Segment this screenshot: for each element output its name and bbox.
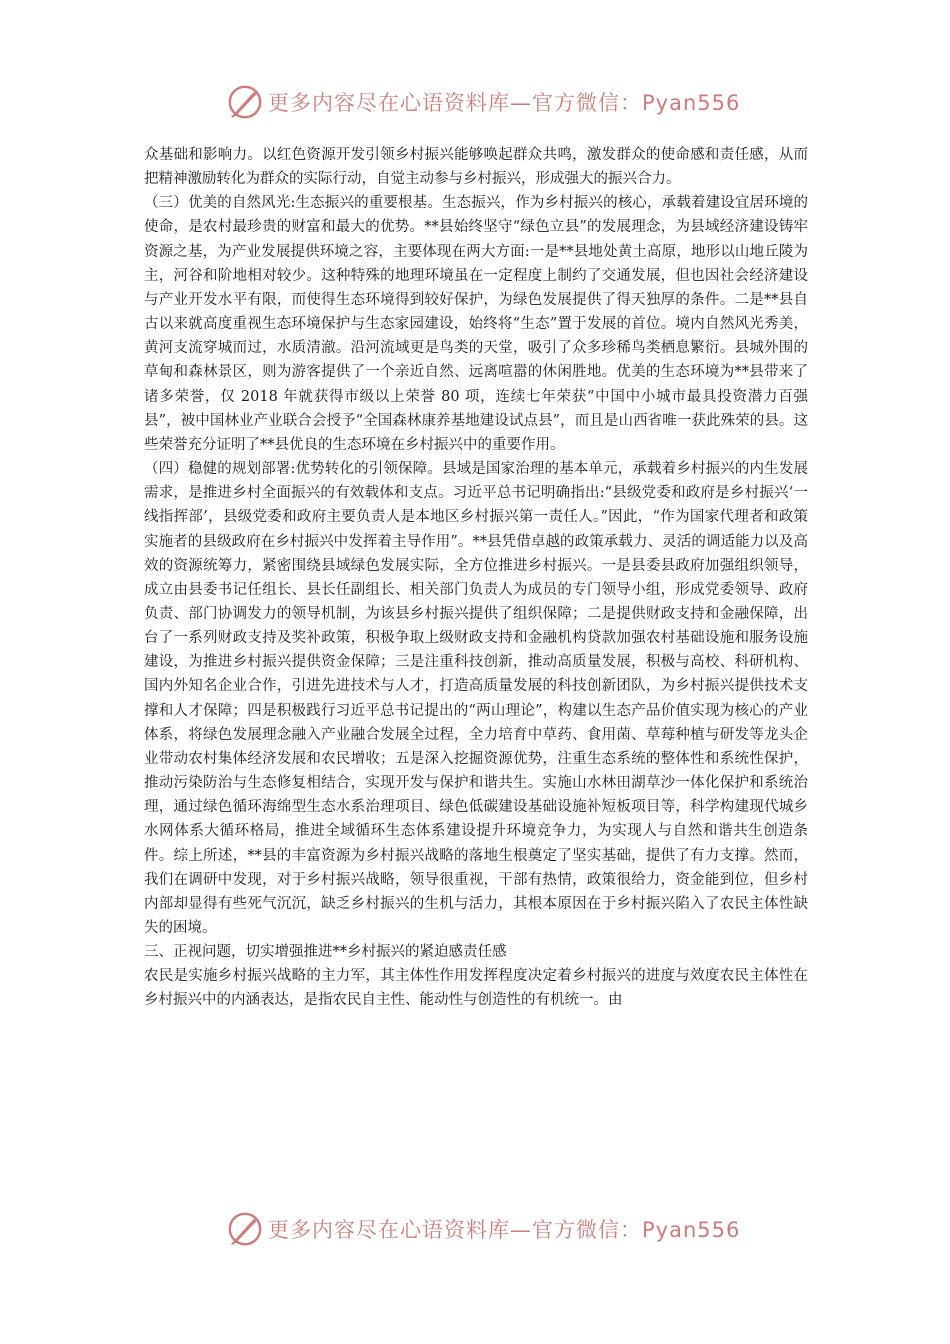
pen-logo-icon bbox=[226, 1210, 264, 1248]
footer-watermark-text: 更多内容尽在心语资料库—官方微信：Pyan556 bbox=[268, 1218, 741, 1242]
header-watermark-text: 更多内容尽在心语资料库—官方微信：Pyan556 bbox=[268, 91, 741, 115]
paragraph-farmers: 农民是实施乡村振兴战略的主力军，其主体性作用发挥程度决定着乡村振兴的进度与效度农民主体性在乡村振兴中的内涵表达，是指农民自主性、能动性与创造性的有机统一。由 bbox=[144, 968, 808, 1009]
header-watermark-banner bbox=[226, 82, 746, 122]
section-heading: 三、正视问题，切实增强推进**乡村振兴的紧迫感责任感 bbox=[144, 944, 507, 961]
document-body bbox=[144, 143, 808, 1013]
paragraph-continuation: 众基础和影响力。以红色资源开发引领乡村振兴能够唤起群众共鸣，激发群众的使命感和责任感，从而把精神激励转化为群众的实际行动，自觉主动参与乡村振兴，形成强大的振兴合力。 bbox=[144, 147, 808, 188]
pen-logo-icon bbox=[226, 83, 264, 121]
footer-watermark-banner bbox=[226, 1209, 746, 1249]
paragraph-planning: （四）稳健的规划部署:优势转化的引领保障。县域是国家治理的基本单元，承载着乡村振兴的内生发展需求，是推进乡村全面振兴的有效载体和支点。习近平总书记明确指出:“县级党委和政府是乡村振兴‘一线指挥部’，县级党委和政府主要负责人是本地区乡村振兴第一责任人。”因此，“作为国家代理者和政策实施者的县级政府在乡村振兴中发挥着主导作用”。**县凭借卓越的政策承载力、灵活的调适能力以及高效的资源统筹力，紧密围绕县域绿色发展实际，全方位推进乡村振兴。一是县委县政府加强组织领导，成立由县委书记任组长、县长任副组长、相关部门负责人为成员的专门领导小组，形成党委领导、政府负责、部门协调发力的领导机制，为该县乡村振兴提供了组织保障；二是提供财政支持和金融保障，出台了一系列财政支持及奖补政策，积极争取上级财政支持和金融机构贷款加强农村基础设施和服务设施建设，为推进乡村振兴提供资金保障；三是注重科技创新，推动高质量发展，积极与高校、科研机构、国内外知名企业合作，引进先进技术与人才，打造高质量发展的科技创新团队，为乡村振兴提供技术支撑和人才保障；四是积极践行习近平总书记提出的“两山理论”，构建以生态产品价值实现为核心的产业体系，将绿色发展理念融入产业融合发展全过程，全力培育中草药、食用菌、草莓种植与研发等龙头企业带动农村集体经济发展和农民增收；五是深入挖掘资源优势，注重生态系统的整体性和系统性保护，推动污染防治与生态修复相结合，实现开发与保护和谐共生。实施山水林田湖草沙一体化保护和系统治理，通过绿色循环海绵型生态水系治理项目、绿色低碳建设基础设施补短板项目等，科学构建现代城乡水网体系大循环格局，推进全域循环生态体系建设提升环境竞争力，为实现人与自然和谐共生创造条件。综上所述，**县的丰富资源为乡村振兴战略的落地生根奠定了坚实基础，提供了有力支撑。然而，我们在调研中发现，对于乡村振兴战略，领导很重视，干部有热情，政策很给力，资金能到位，但乡村内部却显得有些死气沉沉，缺乏乡村振兴的生机与活力，其根本原因在于乡村振兴陷入了农民主体性缺失的困境。 bbox=[144, 461, 808, 936]
paragraph-ecology: （三）优美的自然风光:生态振兴的重要根基。生态振兴，作为乡村振兴的核心，承载着建设宜居环境的使命，是农村最珍贵的财富和最大的优势。**县始终坚守“绿色立县”的发展理念，为县域经济建设铸牢资源之基，为产业发展提供环境之容，主要体现在两大方面:一是**县地处黄土高原，地形以山地丘陵为主，河谷和阶地相对较少。这种特殊的地理环境虽在一定程度上制约了交通发展，但也因社会经济建设与产业开发水平有限，而使得生态环境得到较好保护，为绿色发展提供了得天独厚的条件。二是**县自古以来就高度重视生态环境保护与生态家园建设，始终将“生态”置于发展的首位。境内自然风光秀美，黄河支流穿城而过，水质清澈。沿河流域更是鸟类的天堂，吸引了众多珍稀鸟类栖息繁衍。县城外围的草甸和森林景区，则为游客提供了一个亲近自然、远离喧嚣的休闲胜地。优美的生态环境为**县带来了诸多荣誉，仅 2018 年就获得市级以上荣誉 80 项，连续七年荣获“中国中小城市最具投资潜力百强县”，被中国林业产业联合会授予“全国森林康养基地建设试点县”，而且是山西省唯一获此殊荣的县。这些荣誉充分证明了**县优良的生态环境在乡村振兴中的重要作用。 bbox=[144, 195, 808, 453]
